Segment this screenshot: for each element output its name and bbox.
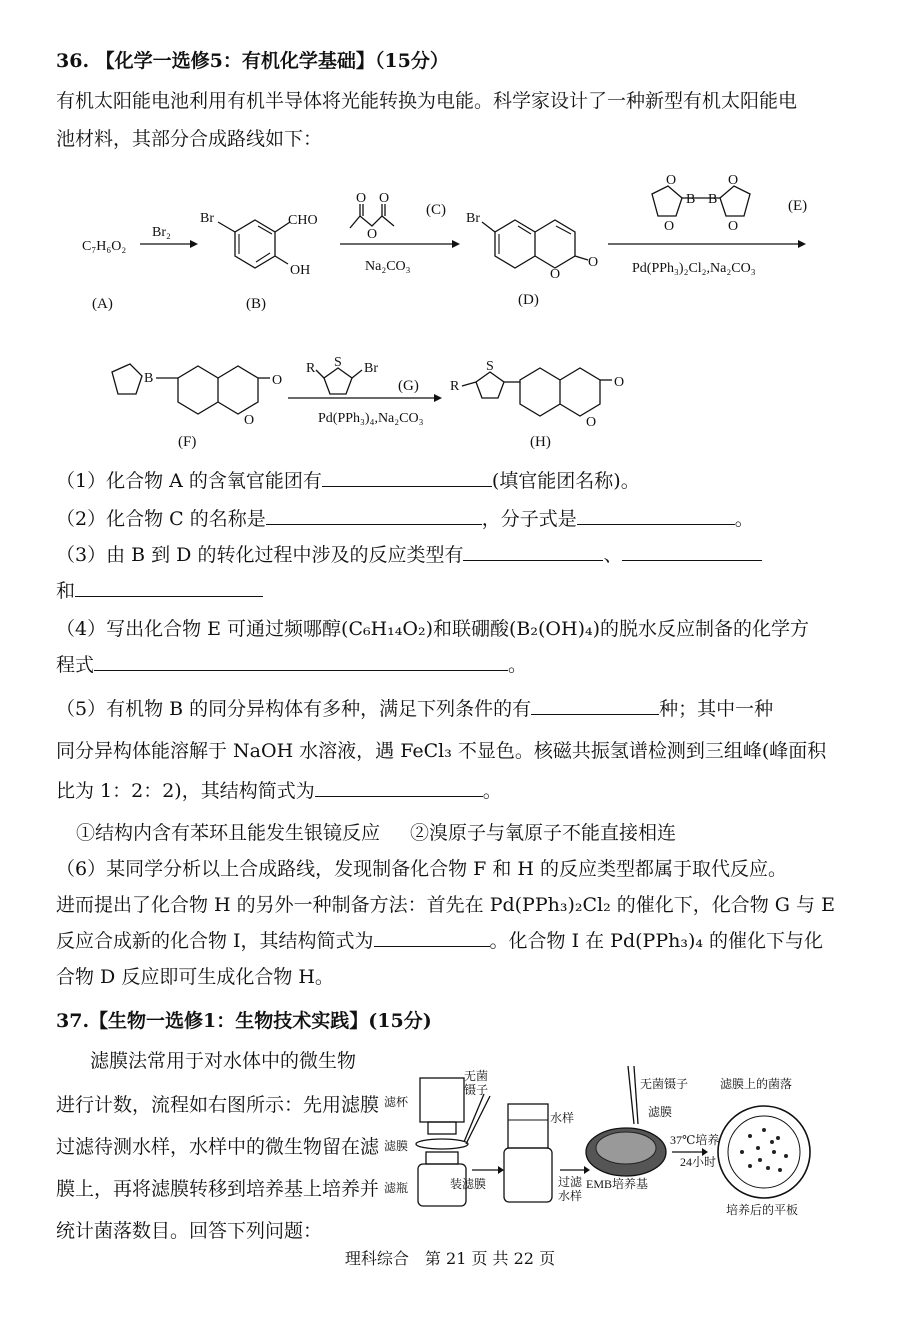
compound-g-structure: [306, 355, 419, 394]
q36-sub3: （3）由 B 到 D 的转化过程中涉及的反应类型有 、: [56, 542, 762, 568]
reagent-na2co3: Na₂CO₃: [365, 259, 411, 274]
q36-sub4: （4）写出化合物 E 可通过频哪醇(C₆H₁₄O₂)和联硼酸(B₂(OH)₄)的脱水反应制备的化学方: [56, 618, 810, 640]
synthesis-scheme-row2: [60, 342, 840, 458]
svg-text:无菌: 无菌: [464, 1069, 489, 1083]
svg-text:B: B: [708, 192, 718, 207]
q36-sub3-cont: 和: [56, 578, 263, 604]
svg-text:O: O: [728, 219, 739, 234]
svg-text:装滤膜: 装滤膜: [450, 1177, 487, 1191]
svg-text:镊子: 镊子: [464, 1083, 489, 1097]
q36-sub5-line2: 同分异构体能溶解于 NaOH 水溶液，遇 FeCl₃ 不显色。核磁共振氢谱检测到三组峰(峰面积: [56, 740, 827, 762]
svg-text:水样: 水样: [550, 1111, 575, 1125]
svg-text:R: R: [450, 379, 460, 394]
q36-intro-line2: 池材料，其部分合成路线如下：: [56, 128, 323, 150]
label-f: (F): [178, 434, 197, 450]
svg-text:滤膜: 滤膜: [384, 1139, 409, 1153]
q36-title: 36. 【化学一选修5：有机化学基础】（15分）: [56, 50, 449, 72]
q36-sub6: （6）某同学分析以上合成路线，发现制备化合物 F 和 H 的反应类型都属于取代反应。: [56, 858, 788, 880]
svg-text:O: O: [379, 191, 390, 206]
svg-text:滤瓶: 滤瓶: [384, 1181, 409, 1195]
svg-text:B: B: [686, 192, 696, 207]
membrane-filtration-figure: [380, 1064, 840, 1224]
compound-f-structure: [112, 364, 282, 428]
svg-text:B: B: [144, 371, 154, 386]
q36-sub6-line2: 进而提出了化合物 H 的另外一种制备方法：首先在 Pd(PPh₃)₂Cl₂ 的催化下，化合物 G 与 E: [56, 894, 835, 916]
svg-text:过滤: 过滤: [558, 1175, 583, 1189]
q36-sub6-line3: 反应合成新的化合物 I，其结构简式为 。化合物 I 在 Pd(PPh₃)₄ 的催化下与化: [56, 930, 824, 952]
q37-title: 37.【生物一选修1：生物技术实践】(15分): [56, 1010, 432, 1032]
svg-text:24小时: 24小时: [680, 1155, 717, 1169]
compound-b-structure: [200, 211, 318, 278]
svg-text:EMB培养基: EMB培养基: [586, 1177, 649, 1191]
q36-conditions: ①结构内含有苯环且能发生银镜反应 ②溴原子与氧原子不能直接相连: [76, 822, 677, 844]
svg-text:O: O: [367, 227, 378, 242]
svg-text:S: S: [334, 355, 342, 370]
svg-text:Br: Br: [200, 211, 214, 226]
reagent-br2: Br₂: [152, 225, 171, 240]
compound-h-structure: [450, 359, 624, 430]
condition-e: Pd(PPh₃)₂Cl₂,Na₂CO₃: [632, 261, 756, 276]
svg-text:O: O: [272, 373, 283, 388]
svg-text:培养后的平板: 培养后的平板: [726, 1203, 799, 1217]
svg-text:滤膜上的菌落: 滤膜上的菌落: [720, 1077, 793, 1091]
svg-text:OH: OH: [290, 263, 311, 278]
q37-text-line2: 进行计数，流程如右图所示：先用滤膜: [56, 1094, 380, 1116]
condition-g: Pd(PPh₃)₄,Na₂CO₃: [318, 411, 424, 426]
synthesis-scheme-row1: [60, 168, 840, 318]
label-e: (E): [788, 198, 808, 214]
svg-text:S: S: [486, 359, 494, 374]
label-b: (B): [246, 296, 266, 312]
q36-sub5-line3: 比为 1：2：2)，其结构简式为 。: [56, 780, 502, 802]
svg-text:O: O: [728, 173, 739, 188]
q36-sub5: （5）有机物 B 的同分异构体有多种，满足下列条件的有 种；其中一种: [56, 698, 774, 720]
q37-text-line5: 统计菌落数目。回答下列问题：: [56, 1220, 323, 1242]
svg-text:O: O: [550, 267, 561, 282]
svg-text:O: O: [586, 415, 597, 430]
svg-text:R: R: [306, 361, 316, 376]
compound-c-structure: [350, 191, 446, 242]
svg-text:Br: Br: [364, 361, 378, 376]
label-g: (G): [398, 378, 419, 394]
q36-sub1: （1）化合物 A 的含氧官能团有 (填官能团名称)。: [56, 470, 640, 492]
svg-text:O: O: [244, 413, 255, 428]
svg-text:O: O: [356, 191, 367, 206]
q37-text-line4: 膜上，再将滤膜转移到培养基上培养并: [56, 1178, 380, 1200]
q36-intro-line1: 有机太阳能电池利用有机半导体将光能转换为电能。科学家设计了一种新型有机太阳能电: [56, 90, 798, 112]
svg-text:O: O: [614, 375, 625, 390]
label-c: (C): [426, 202, 446, 218]
label-h: (H): [530, 434, 551, 450]
svg-text:滤膜: 滤膜: [648, 1105, 673, 1119]
svg-text:O: O: [666, 173, 677, 188]
label-d: (D): [518, 292, 539, 308]
q36-sub6-line4: 合物 D 反应即可生成化合物 H。: [56, 966, 334, 988]
page-footer: 理科综合 第 21 页 共 22 页: [344, 1249, 556, 1268]
svg-text:O: O: [588, 255, 599, 270]
compound-d-structure: [466, 211, 598, 282]
svg-text:37℃培养: 37℃培养: [670, 1133, 720, 1147]
compound-e-structure: [652, 173, 807, 234]
compound-a-formula: C₇H₆O₂: [82, 239, 127, 254]
q36-sub4-cont: 程式 。: [56, 654, 528, 676]
q37-text-line3: 过滤待测水样，水样中的微生物留在滤: [56, 1136, 380, 1158]
q36-sub2: （2）化合物 C 的名称是 ，分子式是 。: [56, 508, 754, 530]
q37-text-line1: 滤膜法常用于对水体中的微生物: [90, 1050, 357, 1072]
svg-text:无菌镊子: 无菌镊子: [640, 1077, 689, 1091]
svg-text:O: O: [664, 219, 675, 234]
svg-text:滤杯: 滤杯: [384, 1095, 409, 1109]
label-a: (A): [92, 296, 113, 312]
svg-text:水样: 水样: [558, 1189, 583, 1203]
svg-text:CHO: CHO: [288, 213, 318, 228]
svg-text:Br: Br: [466, 211, 480, 226]
